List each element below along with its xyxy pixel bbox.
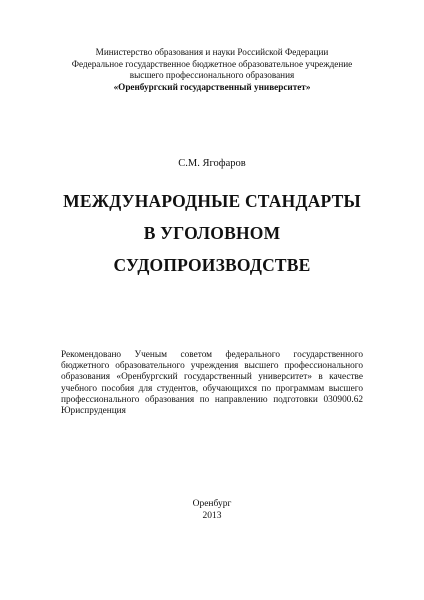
publication-city: Оренбург xyxy=(192,499,232,509)
title-line-1: МЕЖДУНАРОДНЫЕ СТАНДАРТЫ xyxy=(63,191,361,211)
header-institution-type: Федеральное государственное бюджетное образовательное учреждение xyxy=(71,58,353,69)
header-education-level: высшего профессионального образования xyxy=(129,70,295,81)
recommendation-line-6: Юриспруденция xyxy=(61,406,126,417)
publication-footer xyxy=(40,499,384,522)
title-line-2: В УГОЛОВНОМ xyxy=(143,223,281,243)
header-ministry: Министерство образования и науки Российской Федерации xyxy=(95,47,329,57)
recommendation-line-4: учебного пособия для студентов, обучающихся по программам высшего xyxy=(61,383,363,394)
institution-header xyxy=(40,47,384,93)
title-line-3: СУДОПРОИЗВОДСТВЕ xyxy=(113,255,311,275)
document-title xyxy=(30,185,394,281)
recommendation-text xyxy=(61,350,363,417)
recommendation-line-1: Рекомендовано Ученым советом федерального государственного xyxy=(61,350,363,360)
author-name: С.М. Ягофаров xyxy=(178,158,246,169)
header-university-name: «Оренбургский государственный университет» xyxy=(113,81,311,92)
recommendation-line-5: профессионального образования по направлению подготовки 030900.62 xyxy=(61,394,363,405)
recommendation-line-3: образования «Оренбургский государственный университет» в качестве xyxy=(61,372,363,383)
publication-year: 2013 xyxy=(202,510,222,521)
recommendation-line-2: бюджетного образовательного учреждения высшего профессионального xyxy=(61,361,363,372)
